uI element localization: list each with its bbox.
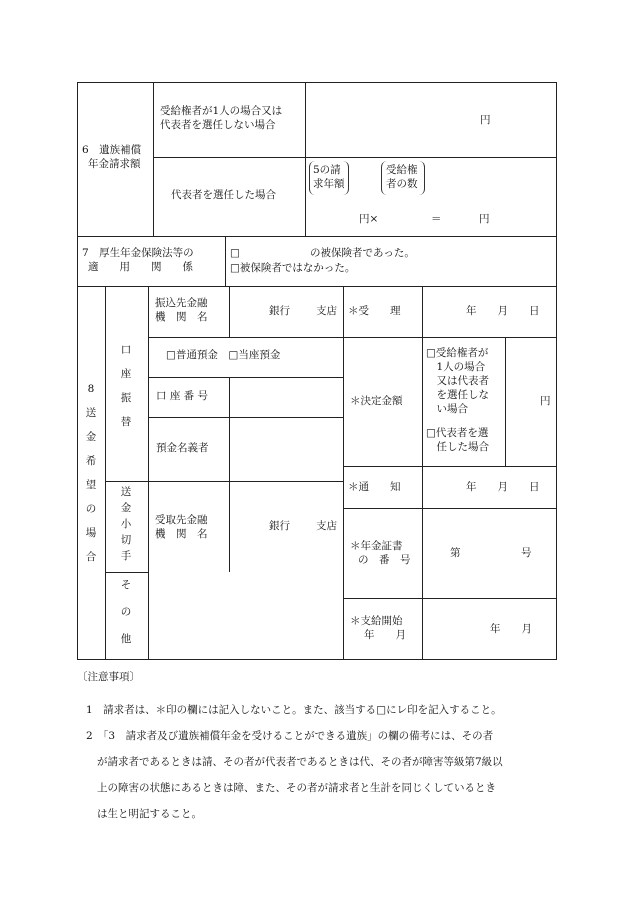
bracket-annual-claim-text <box>313 163 345 191</box>
divider <box>505 337 506 466</box>
sec7-option1-checkbox[interactable]: □ <box>230 247 240 259</box>
kettei-opt1-line: 1人の場合 <box>426 361 486 373</box>
account-number-label: 口 座 番 号 <box>156 390 209 402</box>
koza-label-char: 替 <box>120 416 132 428</box>
divider <box>229 286 230 337</box>
shikyu-line1: ＊支給開始 <box>350 615 403 627</box>
bracket1-line2: 求年額 <box>313 178 345 191</box>
sec6-row1-label-line1: 受給権者が1人の場合又は <box>160 105 283 117</box>
furikomi-bank-label <box>155 296 208 324</box>
divider <box>105 572 148 573</box>
sonota-label-char: の <box>120 606 132 618</box>
formula-yen-times: 円× <box>359 213 379 225</box>
sec8-label-char: 希 <box>85 455 97 467</box>
sec8-label-char: 合 <box>85 551 97 563</box>
table-border-left <box>77 82 78 660</box>
sec8-label-char: 金 <box>85 431 97 443</box>
note-item-1: 1 請求者は、＊印の欄には記入しないこと。また、該当する□にレ印を記入すること。 <box>86 704 502 716</box>
account-type-options[interactable]: □普通預金 □当座預金 <box>166 349 281 361</box>
bracket1-line1: 5の請 <box>313 164 341 176</box>
sokin-label-char: 切 <box>120 534 132 546</box>
bracket2-line1: 受給権 <box>386 164 418 176</box>
furikomi-ginko: 銀行 <box>269 305 290 317</box>
shosho-line2: の 番 号 <box>358 554 411 567</box>
sec7-label-line1: 7 厚生年金保険法等の <box>82 247 194 259</box>
sec8-label-char: 送 <box>85 407 97 419</box>
kettei-unit: 円 <box>540 395 551 407</box>
shosho-go: 号 <box>521 547 532 559</box>
shikyu-label <box>350 614 406 642</box>
kettei-label: ＊決定金額 <box>350 395 403 407</box>
furikomi-line2: 機 関 名 <box>155 311 208 324</box>
kettei-opt2-line: □代表者を選 <box>426 427 489 439</box>
shikyu-line2: 年 月 <box>364 629 406 642</box>
divider <box>77 236 557 237</box>
divider <box>343 466 557 467</box>
koza-label-char: 座 <box>120 368 132 380</box>
divider <box>422 286 423 660</box>
sokin-label-char: 手 <box>120 550 132 562</box>
uketori-shiten: 支店 <box>316 520 337 532</box>
koza-label-char: 振 <box>120 392 132 404</box>
note-item-2-line3: 上の障害の状態にあるときは障、また、その者が請求者と生計を同じくしているとき <box>97 782 496 794</box>
sonota-label <box>117 580 135 661</box>
formula-yen: 円 <box>479 213 490 225</box>
juri-label: ＊受 理 <box>348 305 401 317</box>
kettei-opt1-line: を選任しな <box>426 389 489 401</box>
note-item-2-line4: は生と明記すること。 <box>97 808 202 820</box>
uketori-line1: 受取先金融 <box>155 514 208 526</box>
divider <box>105 481 343 482</box>
note-item-2-line1: 2 「3 請求者及び遺族補償年金を受けることができる遺族」の欄の備考には、その者 <box>86 730 494 742</box>
shikyu-ym: 年 月 <box>490 623 532 635</box>
formula-equals: ＝ <box>431 213 442 225</box>
notes-list <box>86 697 556 827</box>
juri-date: 年 月 日 <box>466 305 540 317</box>
sokin-kogitte-label <box>117 487 135 567</box>
table-border-top <box>77 82 557 83</box>
notes-heading: 〔注意事項〕 <box>77 671 140 683</box>
divider <box>343 598 557 599</box>
note-item-2-line2: が請求者であるときは請、その者が代表者であるときは代、その者が障害等級第7級以 <box>97 756 503 768</box>
account-holder-label: 預金名義者 <box>156 442 209 454</box>
sonota-label-char: そ <box>120 579 132 591</box>
divider <box>305 82 306 237</box>
sec6-row1-label-line2: 代表者を選任しない場合 <box>160 119 276 132</box>
table-border-bottom <box>77 659 557 660</box>
uketori-ginko: 銀行 <box>269 520 290 532</box>
divider <box>343 286 344 660</box>
divider <box>105 286 106 660</box>
sec7-option2-checkbox[interactable]: □被保険者ではなかった。 <box>230 262 356 274</box>
bracket2-line2: 者の数 <box>386 178 418 191</box>
kettei-opt2-line: 任した場合 <box>426 441 489 453</box>
sec7-label-line2: 適 用 関 係 <box>88 261 193 274</box>
sec8-label-char: の <box>85 503 97 515</box>
kettei-opt1-line: い場合 <box>426 403 468 415</box>
sec6-row1-unit: 円 <box>480 114 491 126</box>
sec7-label <box>82 246 194 274</box>
tsuchi-date: 年 月 日 <box>466 481 540 493</box>
sokin-label-char: 小 <box>120 518 132 530</box>
tsuchi-label: ＊通 知 <box>348 481 401 493</box>
furikomi-line1: 振込先金融 <box>155 297 208 309</box>
uketori-line2: 機 関 名 <box>155 528 208 541</box>
sec6-label-line1: 6 遺族補償 <box>82 144 142 156</box>
sec6-label <box>82 143 141 171</box>
sec6-label-line2: 年金請求額 <box>88 158 141 171</box>
divider <box>148 377 343 378</box>
divider <box>225 236 226 287</box>
divider <box>148 286 149 660</box>
sokin-label-char: 金 <box>120 502 132 514</box>
sec6-row1-label <box>160 104 282 132</box>
sec7-option1-text: の被保険者であった。 <box>310 247 415 259</box>
sonota-label-char: 他 <box>120 633 132 645</box>
divider <box>77 286 557 287</box>
bracket-recipient-count-text <box>386 163 418 191</box>
sec8-label-char: 場 <box>85 527 97 539</box>
divider <box>153 157 557 158</box>
divider <box>229 481 230 572</box>
divider <box>229 377 230 481</box>
kettei-option2[interactable] <box>426 426 489 454</box>
uketori-bank-label <box>155 513 208 541</box>
divider <box>148 337 557 338</box>
sec8-label <box>82 384 100 576</box>
shosho-line1: ＊年金証書 <box>350 540 403 552</box>
koza-furikae-label <box>117 345 135 441</box>
kettei-opt1-line: 又は代表者 <box>426 375 489 387</box>
shosho-dai: 第 <box>450 547 461 559</box>
table-border-right <box>556 82 557 660</box>
sokin-label-char: 送 <box>120 486 132 498</box>
divider <box>343 508 557 509</box>
kettei-option1[interactable] <box>426 346 489 416</box>
furikomi-shiten: 支店 <box>316 305 337 317</box>
sec8-label-char: 望 <box>85 479 97 491</box>
sec8-label-char: 8 <box>87 383 95 395</box>
divider <box>153 82 154 237</box>
shosho-label <box>350 539 411 567</box>
divider <box>148 417 343 418</box>
sec6-row2-label: 代表者を選任した場合 <box>171 189 276 201</box>
kettei-opt1-line: □受給権者が <box>426 347 489 359</box>
koza-label-char: 口 <box>120 344 132 356</box>
